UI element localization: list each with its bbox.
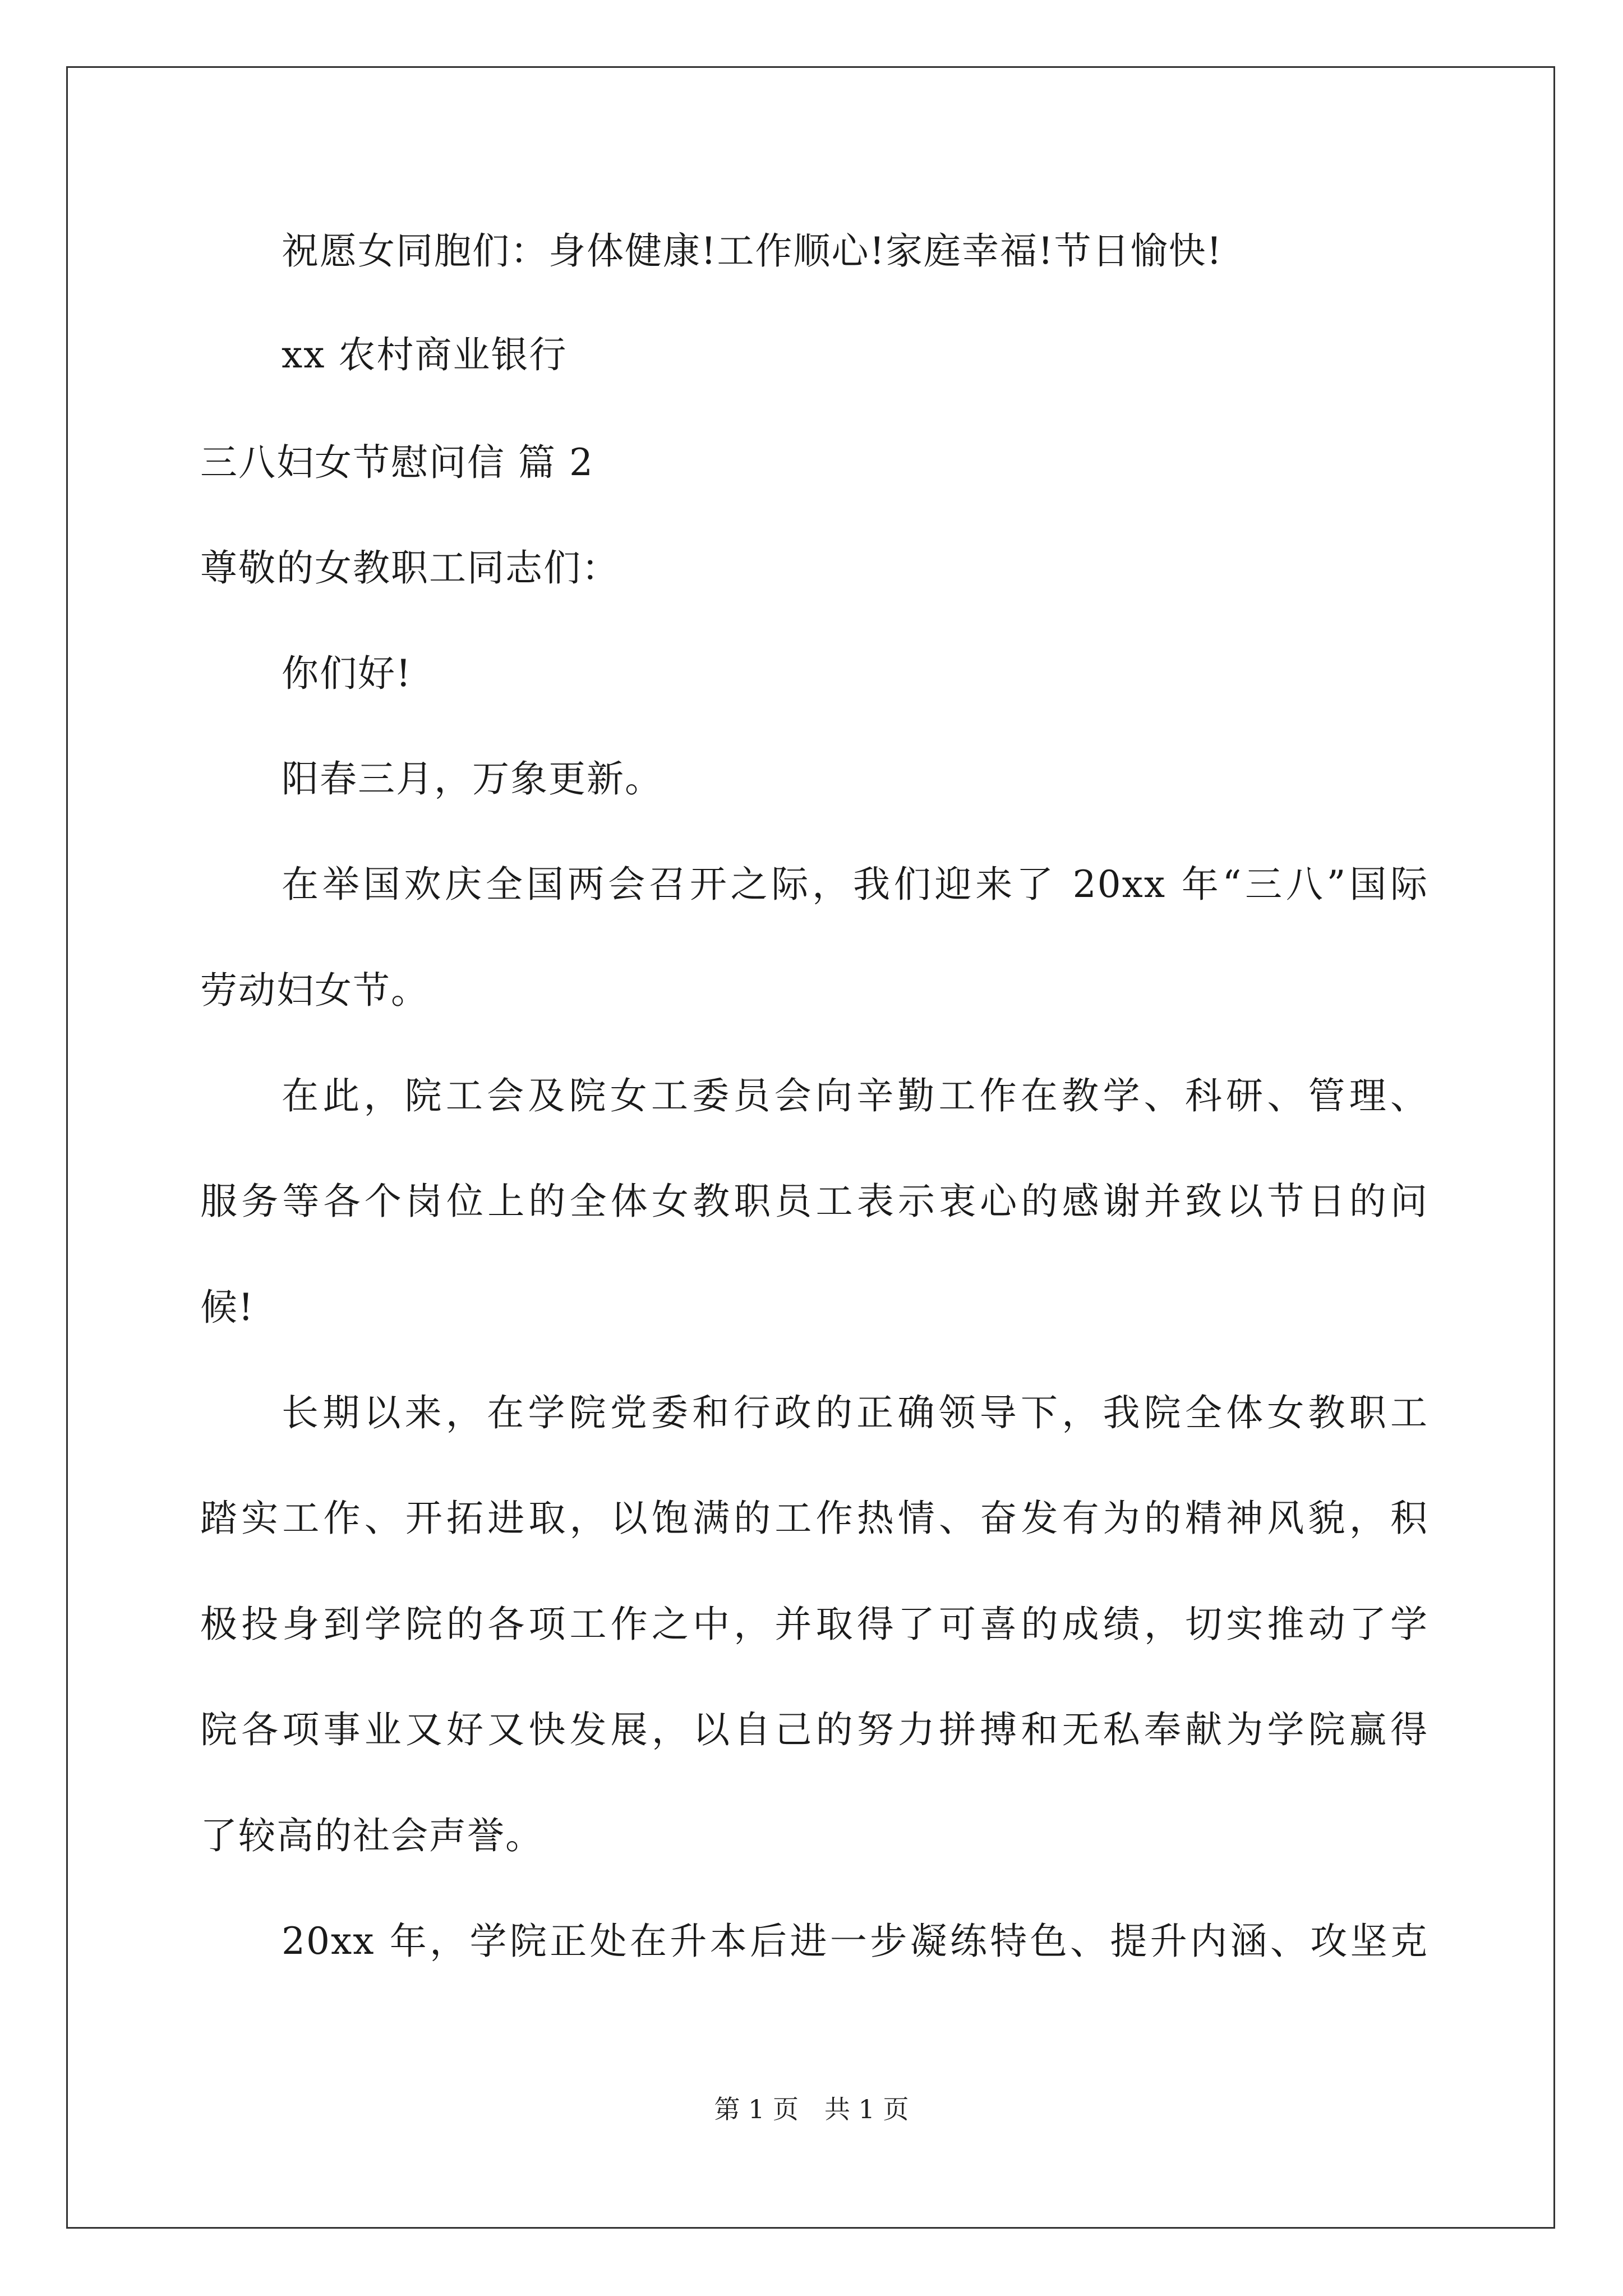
paragraph-line: 长期以来，在学院党委和行政的正确领导下，我院全体女教职工 — [282, 1391, 1428, 1434]
paragraph-line: 阳春三月，万象更新。 — [282, 757, 663, 800]
sender-signature-line: xx 农村商业银行 — [282, 333, 568, 376]
paragraph-line: 踏实工作、开拓进取，以饱满的工作热情、奋发有为的精神风貌，积 — [200, 1497, 1428, 1540]
closing-wishes-line: 祝愿女同胞们：身体健康!工作顺心!家庭幸福!节日愉快! — [282, 229, 1223, 273]
paragraph-line: 极投身到学院的各项工作之中，并取得了可喜的成绩，切实推动了学 — [200, 1603, 1428, 1646]
paragraph-line: 在此，院工会及院女工委员会向辛勤工作在教学、科研、管理、 — [282, 1074, 1428, 1117]
paragraph-line: 服务等各个岗位上的全体女教职员工表示衷心的感谢并致以节日的问 — [200, 1180, 1428, 1223]
salutation-line: 尊敬的女教职工同志们： — [200, 546, 620, 590]
paragraph-line: 院各项事业又好又快发展，以自己的努力拼搏和无私奉献为学院赢得 — [200, 1708, 1428, 1751]
greeting-line: 你们好! — [282, 652, 412, 695]
paragraph-line: 了较高的社会声誉。 — [200, 1814, 543, 1857]
paragraph-line: 候! — [200, 1286, 255, 1329]
section-heading: 三八妇女节慰问信 篇 2 — [200, 441, 594, 484]
paragraph-line: 劳动妇女节。 — [200, 969, 429, 1012]
page-number-footer: 第 1 页 共 1 页 — [714, 2094, 909, 2124]
page-border — [66, 66, 1555, 2229]
paragraph-line: 20xx 年，学院正处在升本后进一步凝练特色、提升内涵、攻坚克 — [282, 1920, 1428, 1963]
paragraph-line: 在举国欢庆全国两会召开之际，我们迎来了 20xx 年“三八”国际 — [282, 863, 1428, 906]
